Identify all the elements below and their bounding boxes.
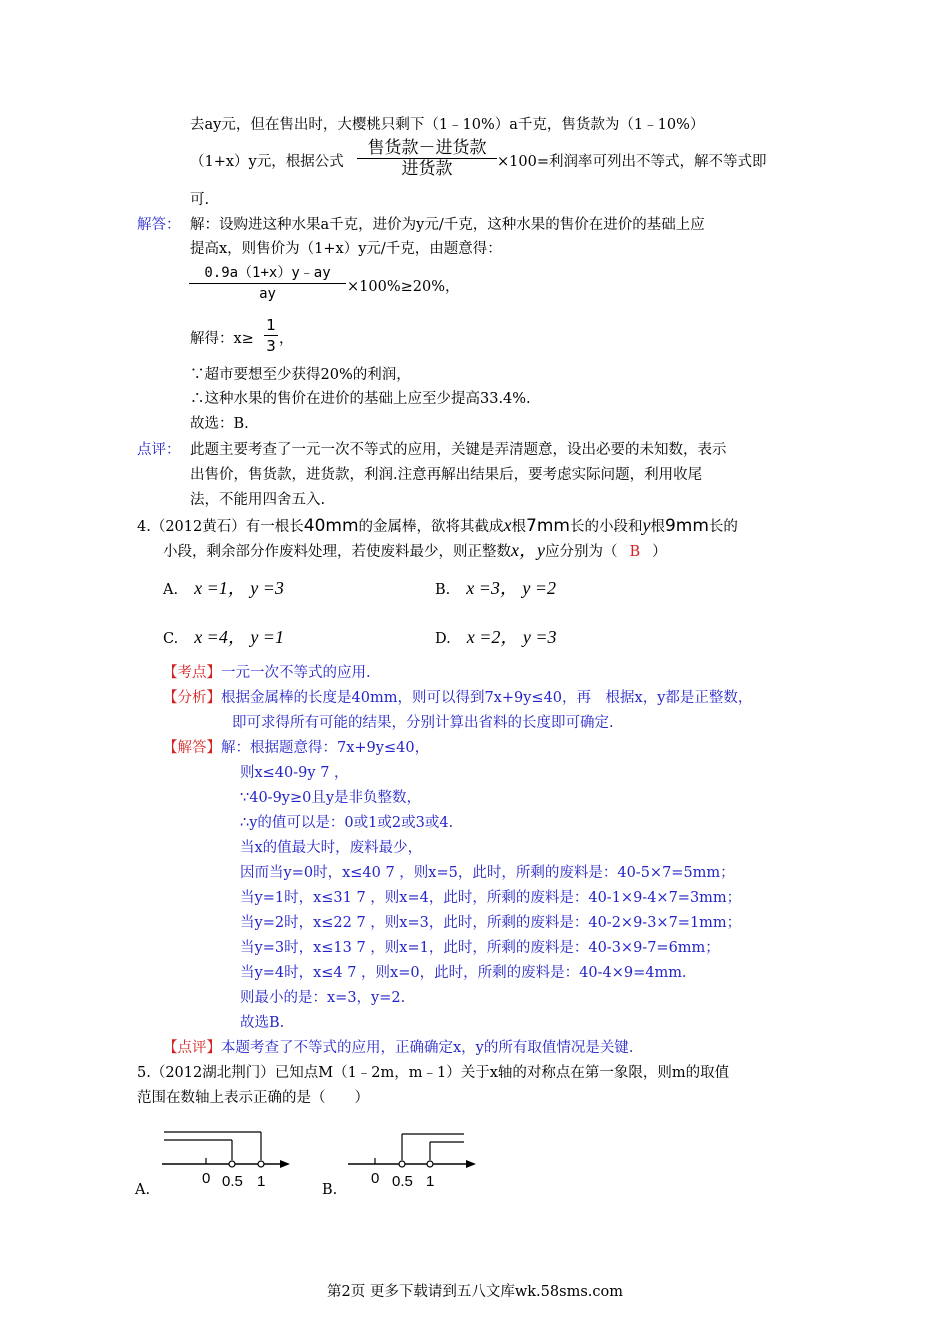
tick-label: 0.5 — [222, 1173, 243, 1190]
q4-dianping: 【点评】本题考查了不等式的应用，正确确定x，y的所有取值情况是关键. — [163, 1040, 634, 1056]
fraction-denominator: 3 — [266, 337, 276, 355]
tick-label: 0.5 — [392, 1173, 413, 1190]
answer-label: 解答： — [137, 217, 181, 233]
q5-stem-line-1: 5.（2012湖北荆门）已知点M（1﹣2m，m﹣1）关于x轴的对称点在第一象限，则m的取值 — [137, 1065, 730, 1081]
solve-prefix: 解得：x≥ — [190, 331, 254, 347]
fraction-numerator: 1 — [266, 316, 276, 334]
analysis-line-1: 去ay元，但在售出时，大樱桃只剩下（1﹣10%）a千克，售货款为（1﹣10%） — [190, 117, 705, 133]
analysis-line-2b: ×100=利润率可列出不等式，解不等式即 — [497, 154, 767, 170]
q4-jieda-line: 当y=4时，x≤4 7 ，则x=0，此时，所剩的废料是：40-4×9=4mm. — [240, 965, 687, 981]
q4-fenxi-line-2: 即可求得所有可能的结果，分别计算出省料的长度即可确定. — [232, 715, 614, 731]
q5-stem-line-2: 范围在数轴上表示正确的是（ ） — [137, 1090, 369, 1106]
comment-line-1: 此题主要考查了一元一次不等式的应用，关键是弄清题意，设出必要的未知数，表示 — [190, 442, 727, 458]
tick-label: 1 — [426, 1173, 435, 1190]
profit-formula-fraction — [357, 138, 497, 179]
q5-option-a-label[interactable]: A. — [135, 1182, 151, 1198]
tick-label: 0 — [371, 1170, 380, 1187]
q4-option-d[interactable]: D. x =2， y =3 — [435, 627, 557, 647]
q4-jieda-line: 当x的值最大时，废料最少， — [240, 840, 423, 856]
q4-jieda: 【解答】解：根据题意得：7x+9y≤40， — [163, 740, 430, 756]
q5-option-b-label[interactable]: B. — [322, 1182, 338, 1198]
q4-jieda-line: 当y=1时，x≤31 7 ，则x=4，此时，所剩的废料是：40-1×9-4×7=3mm； — [240, 890, 742, 906]
answer-line-6: 故选：B. — [190, 416, 249, 432]
analysis-line-2a: （1+x）y元，根据公式 — [190, 154, 344, 170]
answer-line-1: 解：设购进这种水果a千克，进价为y元/千克，这种水果的售价在进价的基础上应 — [190, 217, 705, 233]
comment-line-2: 出售价，售货款，进货款，利润.注意再解出结果后，要考虑实际问题，利用收尾 — [190, 467, 703, 483]
answer-line-4: ∵超市要想至少获得20%的利润， — [190, 367, 411, 383]
q4-jieda-line: 则x≤40-9y 7 ， — [240, 765, 349, 781]
q4-jieda-line: 当y=3时，x≤13 7 ，则x=1，此时，所剩的废料是：40-3×9-7=6mm； — [240, 940, 720, 956]
one-third-fraction — [264, 315, 278, 356]
answer-line-5: ∴这种水果的售价在进价的基础上应至少提高33.4%. — [190, 391, 531, 407]
q4-answer: B — [629, 544, 641, 560]
q4-kaodian: 【考点】一元一次不等式的应用. — [163, 665, 371, 681]
fraction-denominator: ay — [259, 286, 276, 302]
answer-line-2: 提高x，则售价为（1+x）y元/千克，由题意得： — [190, 241, 502, 257]
fraction-numerator: 0.9a（1+x）y﹣ay — [204, 265, 331, 281]
analysis-line-3: 可. — [190, 192, 210, 208]
page-footer: 第2页 更多下载请到五八文库wk.58sms.com — [327, 1284, 623, 1300]
q4-fenxi: 【分析】根据金属棒的长度是40mm，则可以得到7x+9y≤40，再 根据x，y都是正整数， — [163, 690, 753, 706]
solve-tail: ， — [279, 331, 294, 347]
inequality-fraction — [189, 263, 346, 304]
q5-option-b-number-line[interactable] — [340, 1120, 490, 1195]
tick-label: 0 — [202, 1170, 211, 1187]
fraction-denominator: 进货款 — [401, 159, 453, 179]
inequality-tail: ×100%≥20%， — [347, 279, 460, 295]
q4-option-a[interactable]: A. x =1， y =3 — [163, 578, 284, 598]
q4-option-c[interactable]: C. x =4， y =1 — [163, 627, 284, 647]
q4-jieda-line: 则最小的是：x=3，y=2. — [240, 990, 406, 1006]
q4-jieda-line: ∵40-9y≥0且y是非负整数， — [240, 790, 422, 806]
q4-jieda-line: 当y=2时，x≤22 7 ，则x=3，此时，所剩的废料是：40-2×9-3×7=1mm； — [240, 915, 742, 931]
comment-label: 点评： — [137, 442, 181, 458]
q4-jieda-line: 因而当y=0时，x≤40 7 ，则x=5，此时，所剩的废料是：40-5×7=5mm； — [240, 865, 735, 881]
q4-jieda-line: 故选B. — [240, 1015, 285, 1031]
q4-jieda-line: ∴y的值可以是：0或1或2或3或4. — [240, 815, 454, 831]
fraction-numerator: 售货款－进货款 — [367, 138, 487, 158]
q4-stem-line-2: 小段，剩余部分作废料处理，若使废料最少，则正整数x，y应分别为（ B ） — [163, 540, 667, 560]
q4-option-b[interactable]: B. x =3， y =2 — [435, 578, 557, 598]
q4-stem-line-1: 4.（2012黄石）有一根长40mm的金属棒，欲将其截成x根7mm长的小段和y根9mm长的 — [137, 515, 738, 536]
comment-line-3: 法，不能用四舍五入. — [190, 492, 326, 508]
tick-label: 1 — [257, 1173, 266, 1190]
q5-option-a-number-line[interactable] — [150, 1120, 300, 1195]
